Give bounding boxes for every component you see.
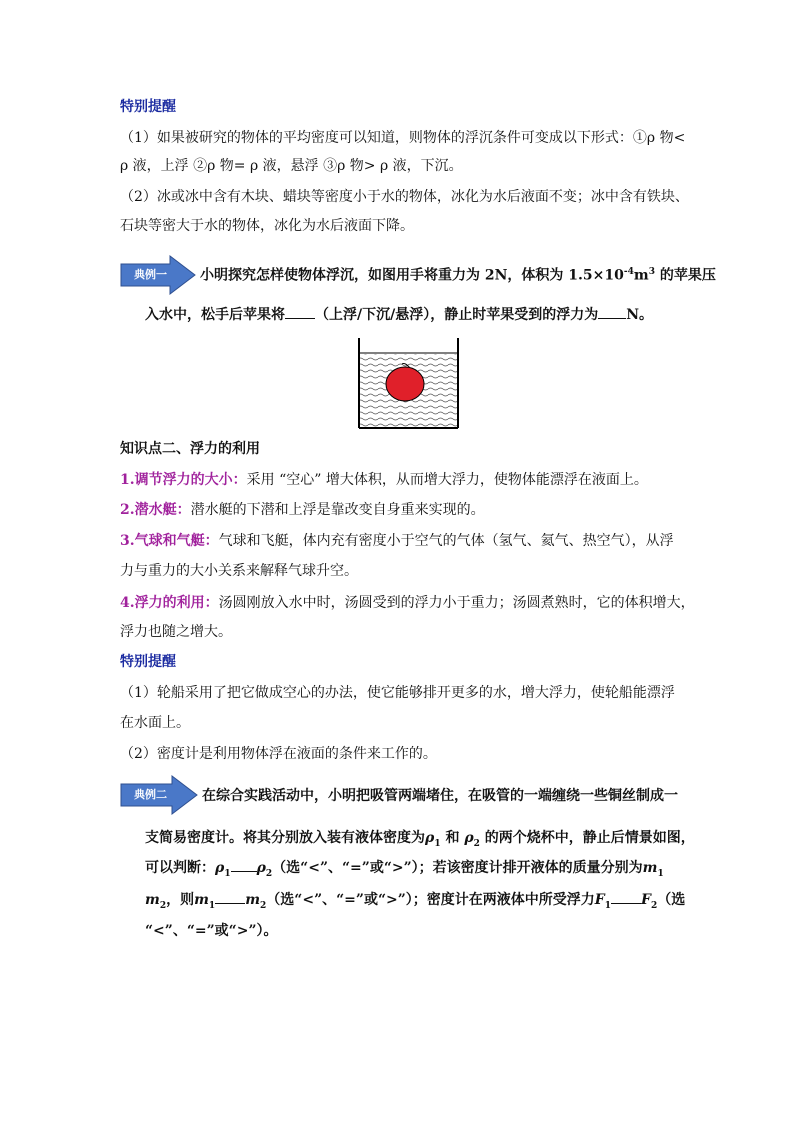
example-1-badge-label: 典例一 [134, 268, 167, 281]
beaker-apple-figure [358, 338, 460, 430]
example-1-line-1: 小明探究怎样使物体浮沉，如图用手将重力为 2N，体积为 $1.5\times 10^{-4}m^3$ 的苹果压 [200, 267, 716, 284]
reminder-1-paragraph-1-line-2: ρ 液，上浮 ②ρ 物= ρ 液，悬浮 ③ρ 物> ρ 液，下沉。 [120, 158, 463, 174]
example-1-line-2: 入水中，松手后苹果将 （上浮/下沉/悬浮），静止时苹果受到的浮力为 N。 [145, 307, 654, 323]
example-2-line-1: 在综合实践活动中，小明把吸管两端堵住，在吸管的一端缠绕一些铜丝制成一 [202, 788, 678, 804]
answer-blank[interactable] [611, 891, 641, 904]
list-item-continued: 力与重力的大小关系来解释气球升空。 [120, 563, 358, 579]
list-item: 4.浮力的利用：汤圆刚放入水中时，汤圆受到的浮力小于重力；汤圆煮熟时，它的体积增大， [120, 595, 695, 611]
example-2-badge [120, 775, 198, 815]
example-2-line-3: 可以判断：$\rho_1$ $\rho_2$（选“<”、“=”或“>”）；若该密度计排开液体的质量分别为$m_1$ [145, 860, 664, 879]
example-2-line-4: $m_2$，则$m_1$ $m_2$（选“<”、“=”或“>”）；密度计在两液体中所受浮力$F_1$ $F_2$（选 [145, 892, 686, 911]
answer-blank[interactable] [231, 859, 257, 872]
answer-blank[interactable] [598, 306, 626, 319]
example-2-badge-label: 典例二 [134, 788, 167, 801]
reminder-1-paragraph-1-line-1: （1）如果被研究的物体的平均密度可以知道，则物体的浮沉条件可变成以下形式：①ρ 物< [120, 130, 686, 146]
reminder-2-paragraph-1-line-2: 在水面上。 [120, 715, 190, 731]
list-item: 3.气球和气艇：气球和飞艇，体内充有密度小于空气的气体（氢气、氦气、热空气），从浮 [120, 533, 674, 549]
reminder-2-paragraph-2: （2）密度计是利用物体浮在液面的条件来工作的。 [120, 746, 437, 762]
answer-blank[interactable] [285, 306, 315, 319]
section-heading-reminder-2: 特别提醒 [120, 654, 176, 670]
list-item: 2.潜水艇：潜水艇的下潜和上浮是靠改变自身重来实现的。 [120, 502, 485, 518]
section-heading-knowledge-point-2: 知识点二、浮力的利用 [120, 441, 260, 457]
list-item: 1.调节浮力的大小：采用 “空心” 增大体积，从而增大浮力，使物体能漂浮在液面上。 [120, 472, 648, 488]
reminder-1-paragraph-2-line-2: 石块等密大于水的物体，冰化为水后液面下降。 [120, 218, 414, 234]
section-heading-reminder-1: 特别提醒 [120, 99, 176, 115]
reminder-1-paragraph-2-line-1: （2）冰或冰中含有木块、蜡块等密度小于水的物体，冰化为水后液面不变；冰中含有铁块、 [120, 189, 689, 205]
example-2-line-5: “<”、“=”或“>”）。 [145, 923, 278, 939]
example-2-line-2: 支简易密度计。将其分别放入装有液体密度为$\rho_1$ 和 $\rho_2$ 的两个烧杯中，静止后情景如图， [145, 830, 695, 849]
list-item-continued: 浮力也随之增大。 [120, 624, 232, 640]
answer-blank[interactable] [215, 891, 245, 904]
reminder-2-paragraph-1-line-1: （1）轮船采用了把它做成空心的办法，使它能够排开更多的水，增大浮力，使轮船能漂浮 [120, 685, 675, 701]
example-1-badge [120, 255, 196, 295]
